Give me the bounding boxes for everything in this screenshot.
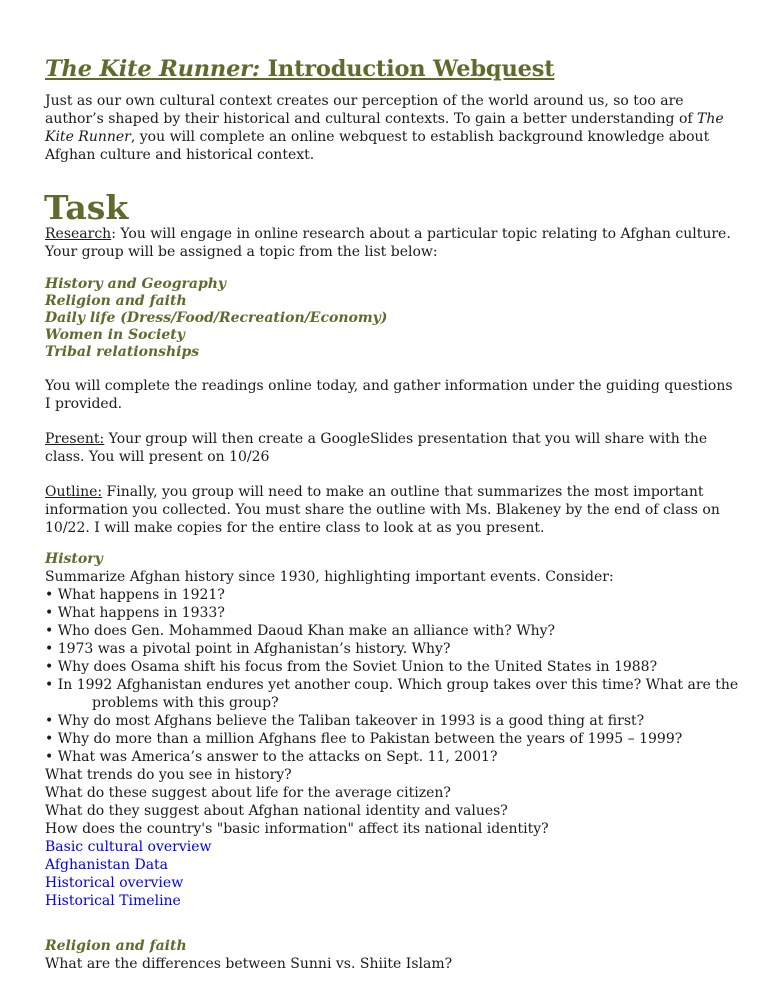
research-label: Research bbox=[45, 226, 112, 242]
history-bullet: • What happens in 1921? bbox=[45, 587, 225, 603]
religion-title: Religion and faith bbox=[45, 938, 187, 954]
history-bullet: • In 1992 Afghanistan endures yet another coup. Which group takes over this time? What are the bbox=[45, 677, 739, 693]
link-historical-overview[interactable]: Historical overview bbox=[45, 875, 184, 891]
religion-question: What are the differences between Sunni vs. Shiite Islam? bbox=[45, 956, 453, 972]
link-afghanistan-data[interactable]: Afghanistan Data bbox=[45, 857, 169, 873]
intro-text-after: , you will complete an online webquest to establish background knowledge about Afghan culture and historical context. bbox=[45, 129, 710, 163]
intro-paragraph bbox=[45, 92, 735, 164]
topic-item: Women in Society bbox=[45, 327, 185, 343]
link-historical-timeline[interactable]: Historical Timeline bbox=[45, 893, 181, 909]
history-bullet: • Why do more than a million Afghans flee to Pakistan between the years of 1995 – 1999? bbox=[45, 731, 683, 747]
history-intro: Summarize Afghan history since 1930, highlighting important events. Consider: bbox=[45, 569, 614, 585]
research-paragraph bbox=[45, 225, 735, 261]
present-paragraph bbox=[45, 430, 735, 466]
history-question: What do they suggest about Afghan national identity and values? bbox=[45, 803, 508, 819]
outline-paragraph bbox=[45, 483, 735, 537]
history-bullet-continuation: problems with this group? bbox=[92, 695, 279, 711]
link-basic-cultural-overview[interactable]: Basic cultural overview bbox=[45, 839, 212, 855]
outline-text: Finally, you group will need to make an outline that summarizes the most important information you collected. You must share the outline with Ms. Blakeney by the end of class on 10/22. I will make copies for the entire class to look at as you present. bbox=[45, 484, 720, 536]
history-bullet: • What happens in 1933? bbox=[45, 605, 225, 621]
history-question: How does the country's "basic information" affect its national identity? bbox=[45, 821, 549, 837]
topic-item: Daily life (Dress/Food/Recreation/Economy) bbox=[45, 310, 388, 326]
history-section bbox=[45, 550, 739, 910]
topic-item: Religion and faith bbox=[45, 293, 187, 309]
history-bullet: • Why does Osama shift his focus from the Soviet Union to the United States in 1988? bbox=[45, 659, 658, 675]
religion-section bbox=[45, 937, 735, 973]
history-title: History bbox=[45, 551, 103, 567]
readings-paragraph: You will complete the readings online today, and gather information under the guiding questions I provided. bbox=[45, 378, 733, 412]
topic-list bbox=[45, 276, 735, 361]
history-bullet: • 1973 was a pivotal point in Afghanistan’s history. Why? bbox=[45, 641, 451, 657]
task-heading: Task bbox=[44, 188, 129, 227]
history-bullet: • Why do most Afghans believe the Taliban takeover in 1993 is a good thing at first? bbox=[45, 713, 645, 729]
history-question: What trends do you see in history? bbox=[45, 767, 292, 783]
research-text: : You will engage in online research about a particular topic relating to Afghan culture. Your group will be assigned a topic from the list below: bbox=[45, 226, 731, 260]
topic-item: History and Geography bbox=[45, 276, 227, 292]
history-bullet: • Who does Gen. Mohammed Daoud Khan make an alliance with? Why? bbox=[45, 623, 556, 639]
page-title bbox=[45, 56, 554, 82]
outline-label: Outline: bbox=[45, 484, 103, 500]
book-title: The Kite Runner: bbox=[45, 56, 260, 82]
title-rest: Introduction Webquest bbox=[259, 56, 555, 82]
intro-book-title: The Kite Runner bbox=[45, 111, 724, 145]
present-text: Your group will then create a GoogleSlides presentation that you will share with the class. You will present on 10/26 bbox=[45, 431, 708, 465]
present-label: Present: bbox=[45, 431, 105, 447]
history-question: What do these suggest about life for the average citizen? bbox=[45, 785, 451, 801]
intro-text-before: Just as our own cultural context creates our perception of the world around us, so too are author’s shaped by their historical and cultural contexts. To gain a better understanding of bbox=[45, 93, 698, 127]
history-bullet: • What was America’s answer to the attacks on Sept. 11, 2001? bbox=[45, 749, 498, 765]
topic-item: Tribal relationships bbox=[45, 344, 200, 360]
